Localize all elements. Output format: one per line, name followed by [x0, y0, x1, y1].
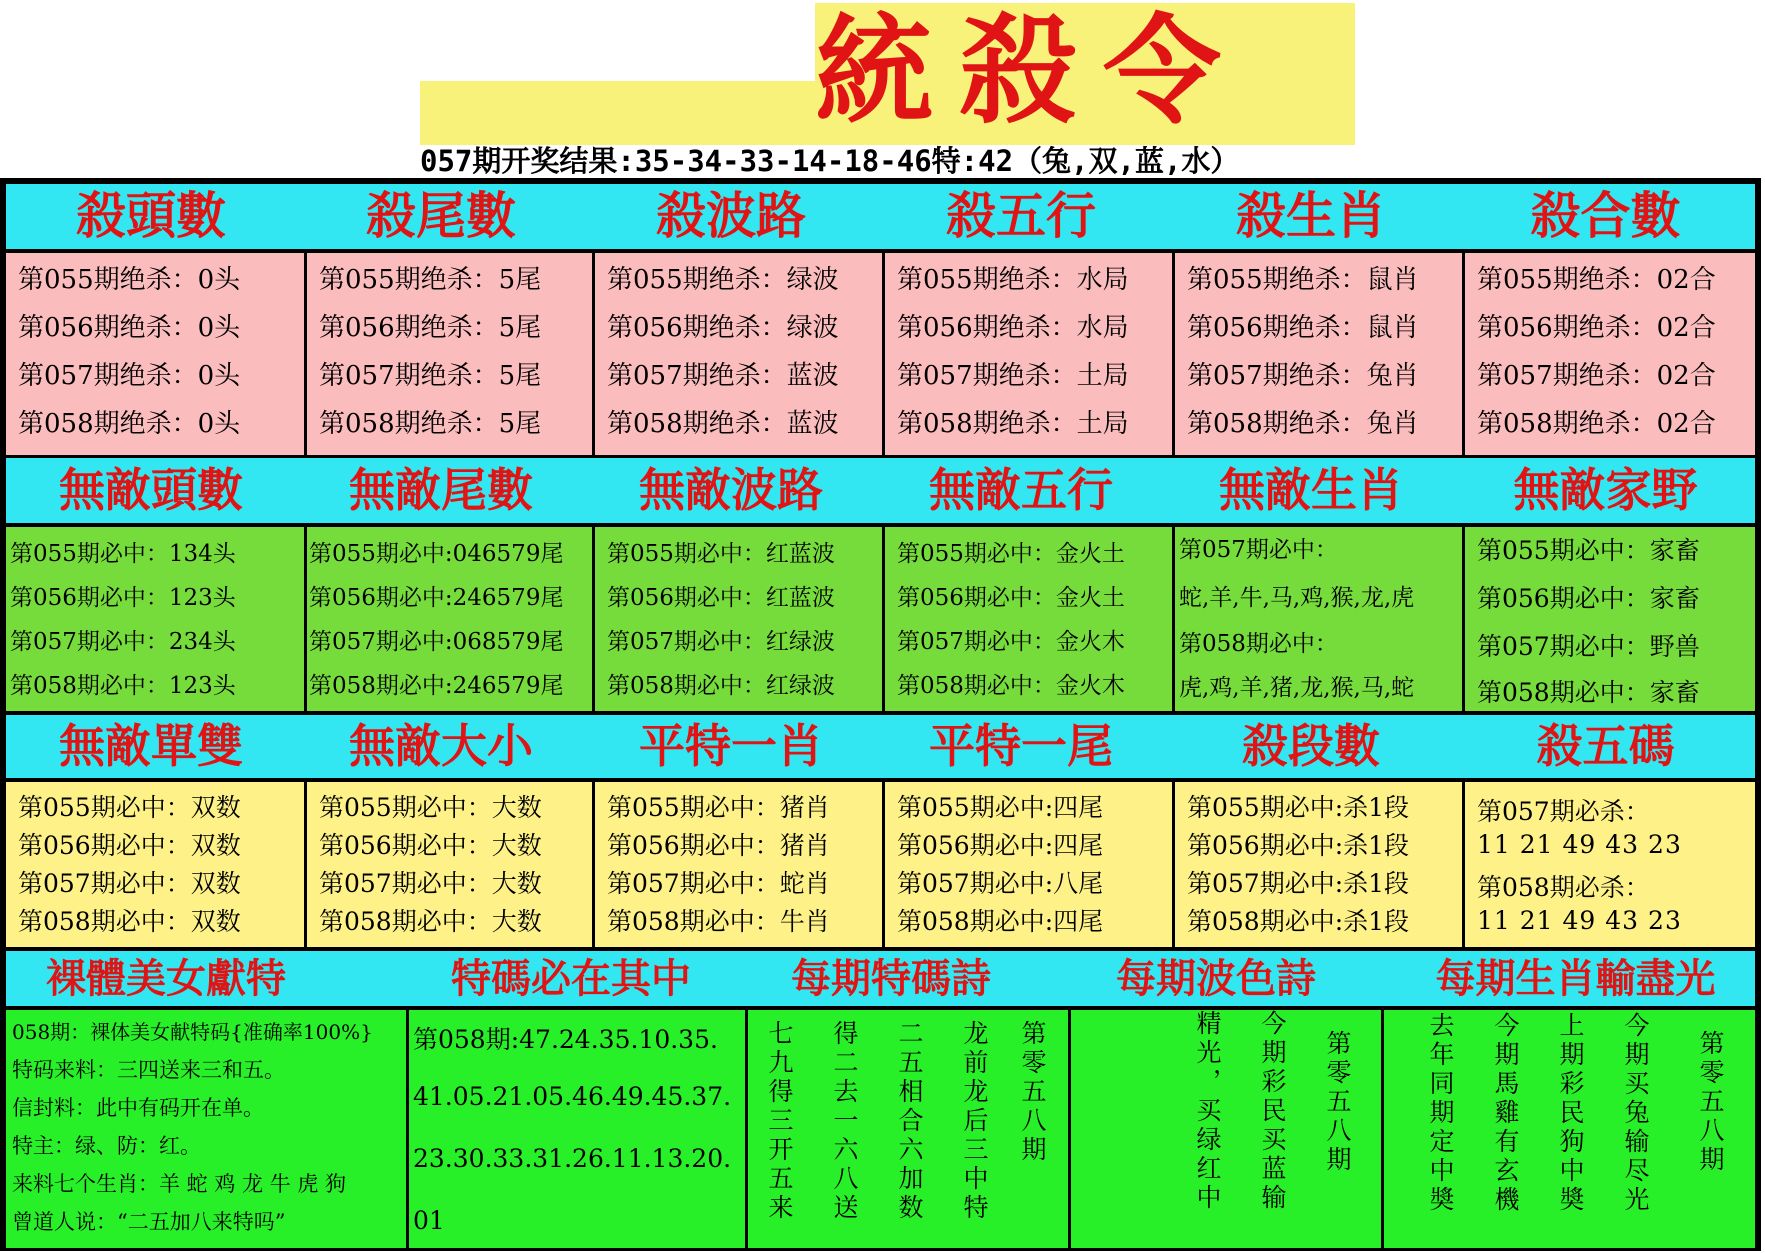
header-sure-tail: 無敵尾數 — [349, 463, 533, 517]
list-item: 第057期绝杀：兔肖 — [1187, 361, 1419, 391]
row3-header — [6, 711, 1755, 782]
list-item: 第058期绝杀：5尾 — [319, 409, 542, 439]
list-item: 第058期必中:四尾 — [897, 907, 1104, 936]
header-kill-element: 殺五行 — [946, 187, 1096, 245]
header-sure-head: 無敵頭數 — [59, 463, 243, 517]
header-wave-poem: 每期波色詩 — [1116, 956, 1316, 1002]
header-kill-segment: 殺段數 — [1242, 719, 1380, 773]
list-item: 第057期必中： — [1179, 537, 1338, 563]
list-item: 第058期必中:246579尾 — [309, 673, 564, 699]
list-item: 第056期必中:四尾 — [897, 831, 1104, 860]
list-item: 第056期必中：家畜 — [1477, 584, 1700, 613]
draw-result: 057期开奖结果:35-34-33-14-18-46特:42（兔,双,蓝,水） — [420, 144, 1240, 178]
list-item: 第057期必中：234头 — [10, 629, 236, 655]
row2-header — [6, 458, 1755, 527]
list-item: 第057期必中:068579尾 — [309, 629, 564, 655]
header-kill-wave: 殺波路 — [656, 187, 806, 245]
poem-column: 去年同期定中奬 — [1426, 1012, 1455, 1215]
list-item: 11 21 49 43 23 — [1477, 906, 1682, 935]
list-item: 第057期必中:杀1段 — [1187, 869, 1410, 898]
header-flat-zodiac: 平特一肖 — [639, 719, 823, 773]
cell-numbers — [409, 1010, 745, 1248]
poem-column: 今期彩民买蓝输 — [1258, 1010, 1287, 1213]
list-item: 第055期必中：双数 — [18, 793, 241, 822]
list-item: 第058期绝杀：蓝波 — [607, 409, 839, 439]
list-item: 第058期必中： — [1179, 631, 1338, 657]
list-item: 第057期绝杀：土局 — [897, 361, 1129, 391]
list-item: 第058期绝杀：兔肖 — [1187, 409, 1419, 439]
list-item: 第056期必中：猪肖 — [607, 831, 830, 860]
list-item: 第058期:47.24.35.10.35. — [413, 1025, 718, 1054]
poem-column: 第零五八期 — [1323, 1030, 1352, 1175]
list-item: 第056期绝杀：5尾 — [319, 313, 542, 343]
header-kill-tail: 殺尾數 — [366, 187, 516, 245]
header-sure-zodiac: 無敵生肖 — [1219, 463, 1403, 517]
list-item: 第055期绝杀：0头 — [18, 265, 241, 295]
list-item: 特码来料：三四送来三和五。 — [12, 1058, 285, 1082]
list-item: 第055期必中：家畜 — [1477, 536, 1700, 565]
cell-sure-domestic — [1465, 527, 1755, 711]
poem-column: 得二去一六八送 — [830, 1020, 859, 1223]
title-white-block — [420, 3, 815, 81]
list-item: 23.30.33.31.26.11.13.20. — [413, 1144, 732, 1173]
list-item: 第055期必中:四尾 — [897, 793, 1104, 822]
list-item: 第055期必中：猪肖 — [607, 793, 830, 822]
list-item: 第057期必中：蛇肖 — [607, 869, 830, 898]
list-item: 信封料：此中有码开在单。 — [12, 1096, 264, 1120]
list-item: 虎,鸡,羊,猪,龙,猴,马,蛇 — [1179, 675, 1415, 701]
list-item: 第056期必中：红蓝波 — [607, 585, 835, 611]
list-item: 来料七个生肖：羊 蛇 鸡 龙 牛 虎 狗 — [12, 1172, 347, 1196]
list-item: 曾道人说：“二五加八来特吗” — [12, 1210, 286, 1234]
poem-column: 第零五八期 — [1696, 1030, 1725, 1175]
cell-kill-element — [885, 253, 1172, 455]
cell-big-small — [307, 782, 592, 947]
poem-column: 龙前龙后三中特 — [960, 1020, 989, 1223]
cell-kill-zodiac — [1175, 253, 1462, 455]
list-item: 第056期必中：金火土 — [897, 585, 1125, 611]
list-item: 第058期必中：牛肖 — [607, 907, 830, 936]
cell-kill-head — [6, 253, 304, 455]
list-item: 第056期必中：123头 — [10, 585, 236, 611]
list-item: 第056期绝杀：02合 — [1477, 313, 1716, 343]
poem-column: 精光，买绿红中 — [1193, 1010, 1222, 1213]
header-code-poem: 每期特碼詩 — [791, 956, 991, 1002]
list-item: 第055期必中：134头 — [10, 541, 236, 567]
cell-sure-zodiac — [1175, 527, 1462, 711]
header-sure-domestic: 無敵家野 — [1513, 463, 1698, 517]
cell-beauty — [6, 1010, 406, 1248]
list-item: 第058期必中：双数 — [18, 907, 241, 936]
cell-wave-poem — [1071, 1010, 1381, 1248]
list-item: 第055期绝杀：水局 — [897, 265, 1129, 295]
list-item: 第056期必中:杀1段 — [1187, 831, 1410, 860]
row4-header — [6, 947, 1755, 1010]
list-item: 第056期绝杀：水局 — [897, 313, 1129, 343]
list-item: 第058期必中：红绿波 — [607, 673, 835, 699]
list-item: 第056期绝杀：绿波 — [607, 313, 839, 343]
list-item: 第058期绝杀：土局 — [897, 409, 1129, 439]
list-item: 第058期必中：123头 — [10, 673, 236, 699]
list-item: 第056期绝杀：鼠肖 — [1187, 313, 1419, 343]
cell-flat-zodiac — [595, 782, 882, 947]
list-item: 第055期必中：金火土 — [897, 541, 1125, 567]
list-item: 第058期必中：家畜 — [1477, 678, 1700, 707]
list-item: 第058期必杀： — [1477, 873, 1650, 902]
page-title: 統殺令 — [815, 1, 1248, 140]
list-item: 第055期必中:杀1段 — [1187, 793, 1410, 822]
list-item: 第055期绝杀：绿波 — [607, 265, 839, 295]
list-item: 41.05.21.05.46.49.45.37. — [413, 1082, 732, 1111]
header-kill-head: 殺頭數 — [76, 187, 226, 245]
list-item: 第057期必中：野兽 — [1477, 632, 1700, 661]
list-item: 第055期必中：大数 — [319, 793, 542, 822]
list-item: 第057期必杀： — [1477, 797, 1650, 826]
poem-column: 今期馬雞有玄機 — [1491, 1012, 1520, 1215]
cell-kill-sum — [1465, 253, 1755, 455]
header-sure-wave: 無敵波路 — [639, 463, 823, 517]
list-item: 058期：裸体美女献特码{准确率100%} — [12, 1020, 373, 1044]
cell-kill-wave — [595, 253, 882, 455]
header-must-hit: 特碼必在其中 — [451, 956, 691, 1002]
list-item: 第055期绝杀：鼠肖 — [1187, 265, 1419, 295]
list-item: 第057期必中：金火木 — [897, 629, 1125, 655]
poem-column: 上期彩民狗中奬 — [1556, 1012, 1585, 1215]
cell-sure-wave — [595, 527, 882, 711]
list-item: 第058期必中：大数 — [319, 907, 542, 936]
list-item: 第056期必中：双数 — [18, 831, 241, 860]
cell-flat-tail — [885, 782, 1172, 947]
poem-column: 七九得三开五来 — [765, 1020, 794, 1223]
list-item: 第057期必中：大数 — [319, 869, 542, 898]
cell-sure-element — [885, 527, 1172, 711]
list-item: 第058期绝杀：02合 — [1477, 409, 1716, 439]
row1-header — [6, 184, 1755, 253]
cell-kill-segment — [1175, 782, 1462, 947]
cell-code-poem — [748, 1010, 1068, 1248]
header-flat-tail: 平特一尾 — [929, 719, 1113, 773]
list-item: 第057期绝杀：5尾 — [319, 361, 542, 391]
list-item: 第057期绝杀：蓝波 — [607, 361, 839, 391]
cell-odd-even — [6, 782, 304, 947]
list-item: 第056期绝杀：0头 — [18, 313, 241, 343]
list-item: 第058期必中：金火木 — [897, 673, 1125, 699]
list-item: 第057期绝杀：0头 — [18, 361, 241, 391]
list-item: 第057期必中：双数 — [18, 869, 241, 898]
list-item: 第055期绝杀：02合 — [1477, 265, 1716, 295]
list-item: 11 21 49 43 23 — [1477, 830, 1682, 859]
poem-column: 第零五八期 — [1018, 1020, 1047, 1165]
list-item: 第055期必中：红蓝波 — [607, 541, 835, 567]
list-item: 第057期必中:八尾 — [897, 869, 1104, 898]
header-sure-element: 無敵五行 — [929, 463, 1113, 517]
list-item: 第056期必中:246579尾 — [309, 585, 564, 611]
list-item: 第055期绝杀：5尾 — [319, 265, 542, 295]
header-kill-sum: 殺合數 — [1530, 187, 1681, 245]
list-item: 特主：绿、防：红。 — [12, 1134, 201, 1158]
list-item: 第055期必中:046579尾 — [309, 541, 564, 567]
header-big-small: 無敵大小 — [349, 719, 533, 773]
cell-kill-five — [1465, 782, 1755, 947]
header-beauty: 裸體美女獻特 — [46, 956, 286, 1002]
header-zodiac-lose: 每期生肖輸盡光 — [1435, 956, 1716, 1002]
list-item: 第057期必中：红绿波 — [607, 629, 835, 655]
header-kill-zodiac: 殺生肖 — [1236, 187, 1386, 245]
cell-kill-tail — [307, 253, 592, 455]
cell-zodiac-lose — [1384, 1010, 1755, 1248]
main-table — [0, 178, 1761, 1251]
list-item: 第058期绝杀：0头 — [18, 409, 241, 439]
header-kill-five: 殺五碼 — [1536, 719, 1675, 773]
list-item: 第056期必中：大数 — [319, 831, 542, 860]
list-item: 第058期必中:杀1段 — [1187, 907, 1410, 936]
cell-sure-head — [6, 527, 304, 711]
poem-column: 二五相合六加数 — [895, 1020, 924, 1223]
poem-column: 今期买兔输尽光 — [1621, 1012, 1650, 1215]
cell-sure-tail — [307, 527, 592, 711]
list-item: 蛇,羊,牛,马,鸡,猴,龙,虎 — [1179, 585, 1415, 611]
list-item: 第057期绝杀：02合 — [1477, 361, 1716, 391]
header-odd-even: 無敵單雙 — [59, 719, 243, 773]
list-item: 01 — [413, 1206, 445, 1235]
